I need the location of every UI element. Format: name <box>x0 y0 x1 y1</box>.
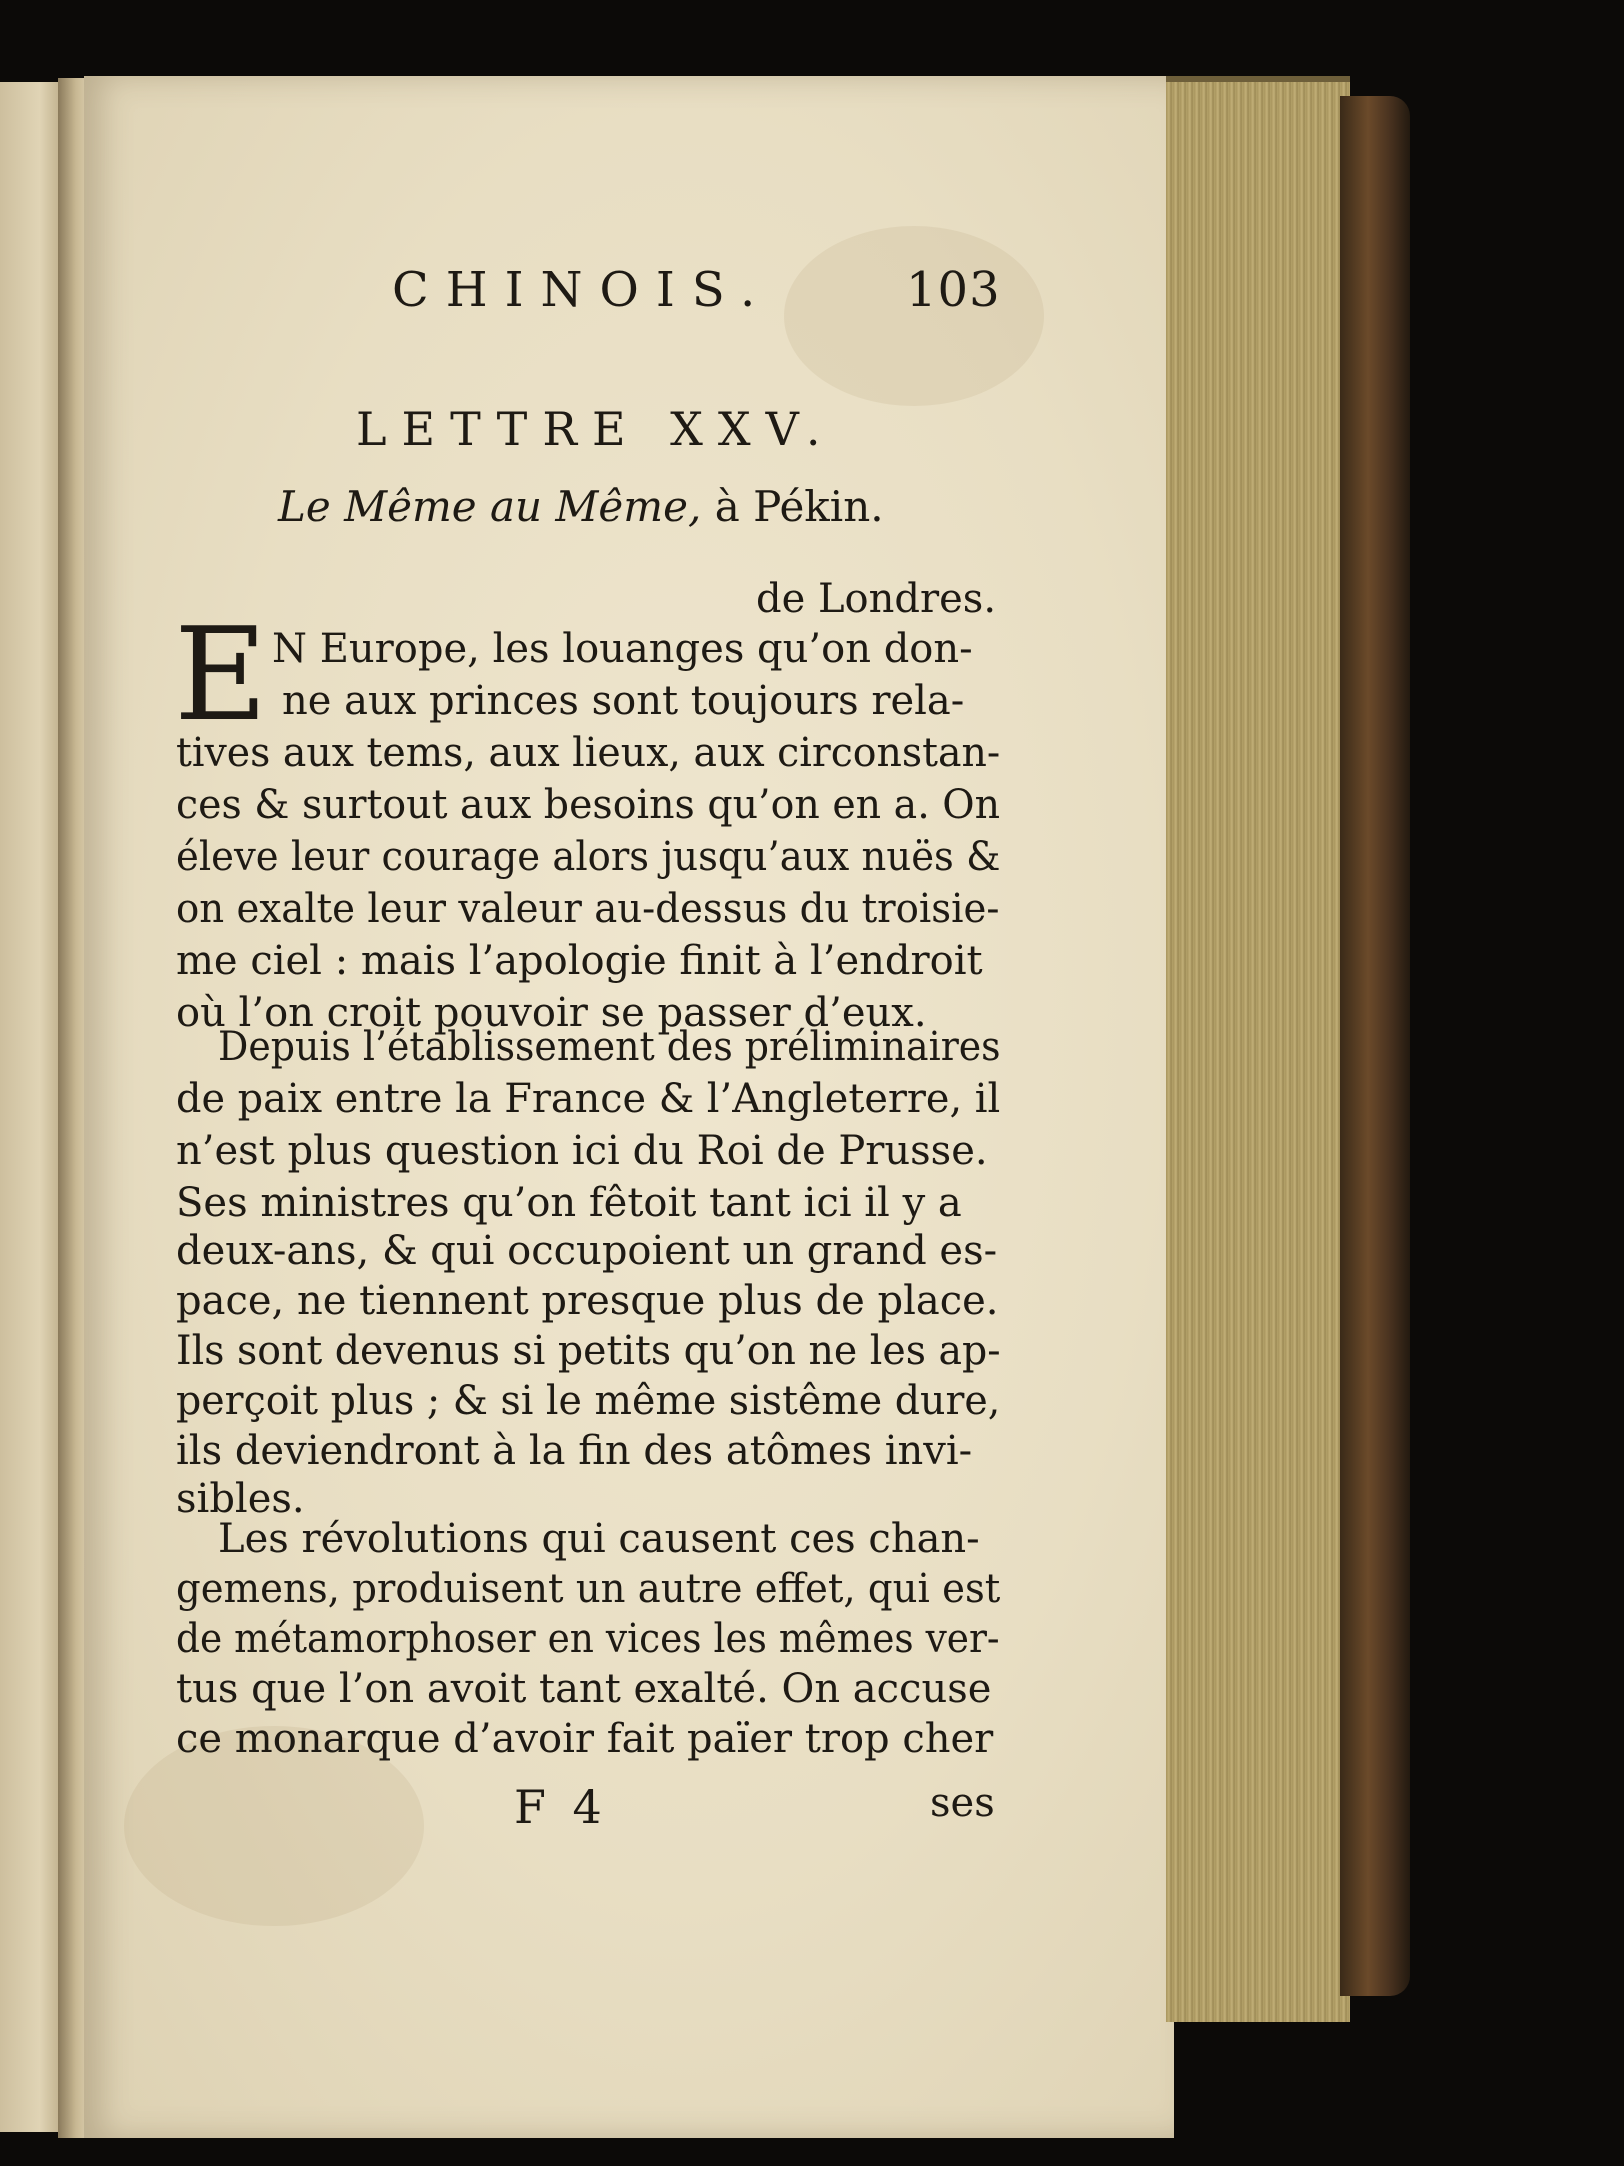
body-line: N Europe, les louanges qu’on don- <box>272 626 973 672</box>
body-line: Depuis l’établissement des préliminaires <box>218 1024 1001 1070</box>
body-line: ce monarque d’avoir fait païer trop cher <box>176 1716 994 1762</box>
body-line: de métamorphoser en vices les mêmes ver- <box>176 1616 1000 1662</box>
page-edges <box>1166 76 1350 2022</box>
body-line: on exalte leur valeur au-dessus du troisie- <box>176 886 1000 932</box>
body-line: ils deviendront à la fin des atômes invi- <box>176 1428 973 1474</box>
body-line: Ils sont devenus si petits qu’on ne les ap- <box>176 1328 1001 1374</box>
body-line: éleve leur courage alors jusqu’aux nuës & <box>176 834 1001 880</box>
page-number: 103 <box>906 262 1001 318</box>
body-line: pace, ne tiennent presque plus de place. <box>176 1278 999 1324</box>
body-line: tus que l’on avoit tant exalté. On accuse <box>176 1666 992 1712</box>
running-head: CHINOIS. <box>392 262 773 318</box>
letter-title: LETTRE XXV. <box>356 402 836 456</box>
drop-cap: E <box>174 601 268 750</box>
previous-page-edge <box>0 82 66 2132</box>
body-line: de paix entre la France & l’Angleterre, il <box>176 1076 1001 1122</box>
letter-subtitle <box>278 482 884 531</box>
body-line: me ciel : mais l’apologie finit à l’endroit <box>176 938 983 984</box>
body-line: Ses ministres qu’on fêtoit tant ici il y a <box>176 1180 962 1226</box>
body-line: où l’on croit pouvoir se passer d’eux. <box>176 990 927 1036</box>
body-line: deux-ans, & qui occupoient un grand es- <box>176 1228 998 1274</box>
body-line: ne aux princes sont toujours rela- <box>282 678 965 724</box>
body-line: tives aux tems, aux lieux, aux circonstan- <box>176 730 1001 776</box>
body-line: Les révolutions qui causent ces chan- <box>218 1516 980 1562</box>
body-line: n’est plus question ici du Roi de Prusse. <box>176 1128 988 1174</box>
signature-mark: F 4 <box>514 1780 608 1834</box>
body-line: sibles. <box>176 1476 305 1522</box>
body-line: perçoit plus ; & si le même sistême dure, <box>176 1378 1001 1424</box>
body-line: gemens, produisent un autre effet, qui est <box>176 1566 1001 1612</box>
leather-binding <box>1340 96 1410 1996</box>
subtitle-italic: Le Même au Même, <box>278 482 702 531</box>
dateline: de Londres. <box>756 576 997 622</box>
body-line: ces & surtout aux besoins qu’on en a. On <box>176 782 1001 828</box>
catchword: ses <box>930 1780 995 1826</box>
subtitle-roman: à Pékin. <box>714 482 884 531</box>
